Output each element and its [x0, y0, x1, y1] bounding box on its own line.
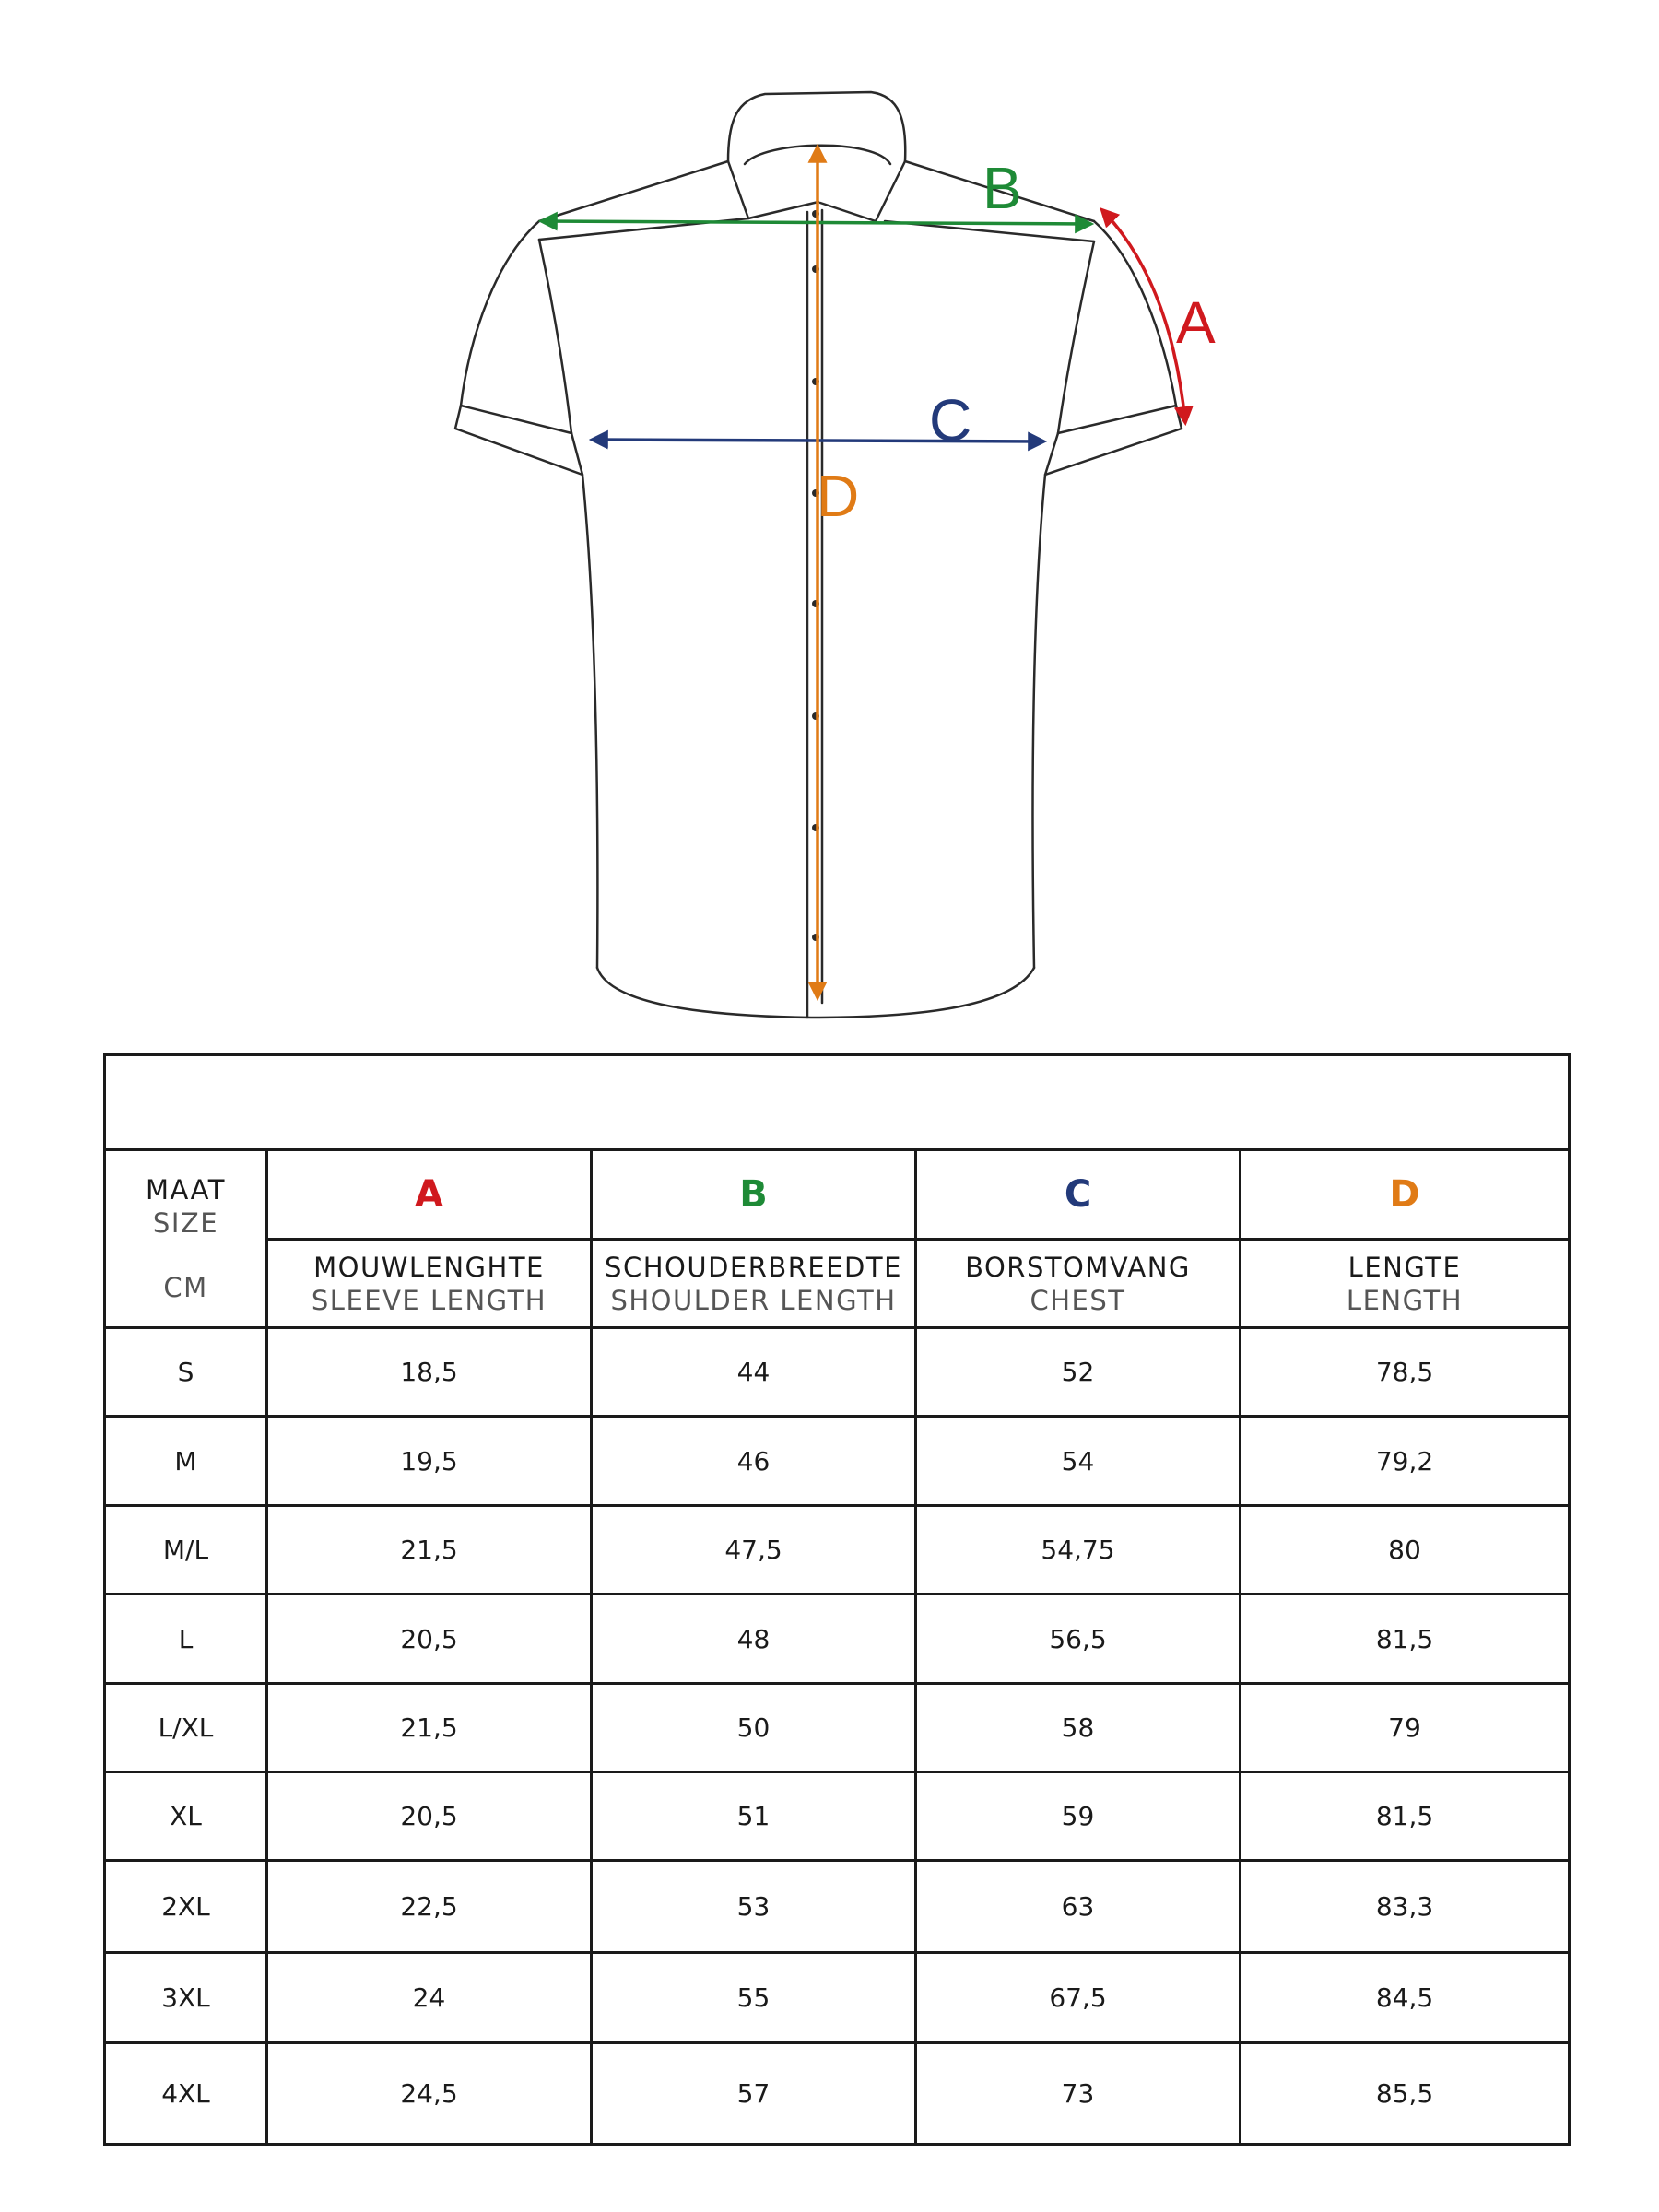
table-title-row: [106, 1056, 1568, 1151]
table-cell: 24: [412, 1983, 446, 2013]
table-cell: 54: [1061, 1445, 1095, 1477]
label-a: A: [1176, 289, 1216, 356]
table-cell: 84,5: [1375, 1983, 1434, 2013]
table-cell: 46: [736, 1445, 771, 1477]
size-chart-table: [103, 1053, 1571, 2146]
table-cell: 79: [1388, 1712, 1421, 1743]
collar-left: [728, 161, 818, 218]
table-cell: 85,5: [1375, 2078, 1434, 2109]
table-cell: 80: [1388, 1535, 1421, 1565]
table-cell: 79,2: [1375, 1445, 1434, 1477]
table-cell: 24,5: [400, 2078, 458, 2109]
table-cell: 18,5: [400, 1357, 458, 1387]
table-cell: 81,5: [1375, 1623, 1434, 1654]
table-cell: 78,5: [1375, 1357, 1434, 1387]
table-row-size: 2XL: [161, 1891, 210, 1922]
table-cell: 47,5: [724, 1535, 782, 1565]
table-cell: 73: [1061, 2078, 1095, 2109]
size-label: SIZE: [152, 1207, 219, 1239]
table-row-size: 4XL: [161, 2078, 210, 2109]
column-letter-b: B: [739, 1173, 768, 1216]
label-c: C: [929, 387, 972, 453]
sleeve-left: [455, 221, 582, 475]
column-name-c: BORSTOMVANG CHEST: [965, 1251, 1191, 1316]
body-left: [582, 475, 597, 968]
table-cell: 19,5: [400, 1445, 458, 1477]
column-letter-c: C: [1064, 1173, 1092, 1216]
table-cell: 44: [736, 1357, 771, 1387]
size-header-cell: [106, 1151, 265, 1326]
table-cell: 20,5: [400, 1623, 458, 1654]
maat-label: MAAT: [146, 1174, 226, 1206]
table-cell: 21,5: [400, 1535, 458, 1565]
table-cell: 81,5: [1375, 1801, 1434, 1831]
table-row-size: S: [177, 1357, 194, 1387]
table-cell: 52: [1061, 1357, 1095, 1387]
label-b: B: [982, 155, 1022, 221]
collar-right: [820, 161, 905, 221]
table-cell: 83,3: [1375, 1891, 1434, 1922]
label-d: D: [817, 463, 860, 529]
table-cell: 54,75: [1041, 1535, 1115, 1565]
table-row-size: 3XL: [161, 1983, 210, 2013]
table-cell: 48: [736, 1623, 771, 1654]
table-cell: 20,5: [400, 1801, 458, 1831]
table-cell: 59: [1061, 1801, 1095, 1831]
table-row-size: L/XL: [158, 1712, 214, 1743]
table-row-size: M/L: [162, 1535, 209, 1565]
table-cell: 53: [736, 1891, 771, 1922]
table-row-size: XL: [170, 1801, 202, 1831]
shirt-measurement-diagram: [0, 0, 1659, 1032]
table-cell: 58: [1061, 1712, 1095, 1743]
hem: [597, 968, 1034, 1018]
table-row-size: L: [178, 1623, 194, 1654]
unit-label: CM: [163, 1272, 208, 1303]
table-row-size: M: [174, 1445, 197, 1477]
table-cell: 63: [1061, 1891, 1095, 1922]
table-cell: 22,5: [400, 1891, 458, 1922]
table-cell: 51: [736, 1801, 771, 1831]
sleeve-right: [1045, 221, 1182, 475]
column-name-d: LENGTE LENGTH: [1346, 1251, 1464, 1316]
body-right: [1033, 475, 1046, 968]
column-name-a: MOUWLENGHTE SLEEVE LENGTH: [311, 1251, 547, 1316]
table-cell: 50: [736, 1712, 771, 1743]
table-cell: 56,5: [1049, 1623, 1107, 1654]
table-cell: 67,5: [1049, 1983, 1107, 2013]
table-cell: 21,5: [400, 1712, 458, 1743]
column-name-b: SCHOUDERBREEDTE SHOULDER LENGTH: [605, 1251, 902, 1316]
shoulder-left: [539, 161, 728, 221]
table-cell: 57: [736, 2078, 771, 2109]
column-letter-a: A: [415, 1173, 443, 1216]
column-letter-d: D: [1389, 1173, 1420, 1216]
table-cell: 55: [736, 1983, 771, 2013]
